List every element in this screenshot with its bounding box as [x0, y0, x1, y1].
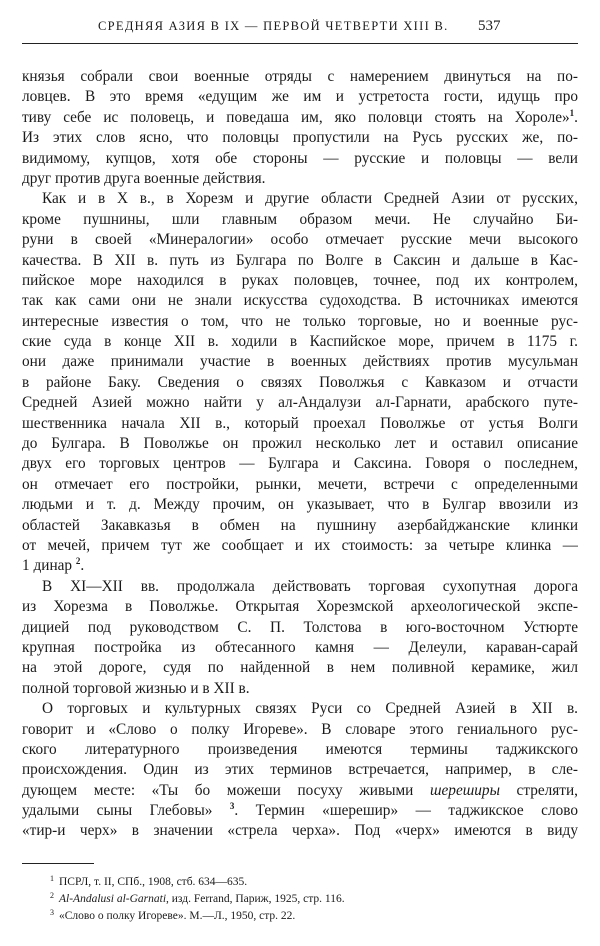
- text-run: руни в своей «Минералогии» особо отмечает русские мечи высокого: [22, 231, 578, 249]
- paragraph: [22, 189, 578, 576]
- text-run: князья собрали свои военные отряды с намерением двинуться на по-: [22, 68, 578, 85]
- text-line: [22, 597, 578, 617]
- text-run: от мечей, причем тут же сообщает и их стоимость: за четыре клинка —: [22, 536, 578, 554]
- footnote-reference: 2: [75, 556, 81, 567]
- text-line: [22, 720, 578, 740]
- text-line: [22, 658, 578, 678]
- text-run: до Булгара. В Поволжье он прожил несколько лет и оставил описание: [22, 435, 578, 453]
- text-run: полной торговой жизнью и в XII в.: [22, 679, 250, 697]
- text-line: [22, 556, 578, 576]
- text-line: [22, 740, 578, 760]
- text-run: областей Закавказья в обмен на пушнину азербайджанские клинки: [22, 516, 578, 534]
- text-line: [22, 271, 578, 291]
- running-header: [0, 19, 600, 39]
- text-run: , изд. Ferrand, Париж, 1925, стр. 116.: [166, 893, 345, 905]
- footnote-mark: 2: [50, 891, 54, 900]
- text-run: Средней Азией можно найти у ал-Андалузи ал-Гарнати, арабского путе-: [22, 394, 578, 412]
- text-run: .: [80, 557, 85, 575]
- text-line: [22, 495, 578, 515]
- text-line: [22, 699, 578, 719]
- text-line: [22, 67, 578, 87]
- text-line: [22, 679, 578, 699]
- text-line: [22, 475, 578, 495]
- text-run: крупная постройка из обтесанного камня — Делеули, караван-сарай: [22, 638, 578, 656]
- running-title: СРЕДНЯЯ АЗИЯ В IX — ПЕРВОЙ ЧЕТВЕРТИ XIII В.: [98, 19, 449, 33]
- text-run: Как и в X в., в Хорезм и другие области Средней Азии от русских,: [42, 190, 578, 208]
- text-run: качества. В XII в. путь из Булгара по Волге в Саксин и дальше в Кас-: [22, 251, 578, 269]
- text-run: О торговых и культурных связях Руси со Средней Азией в XII в.: [42, 700, 578, 718]
- text-run: «Слово о полку Игореве». М.—Л., 1950, стр. 22.: [59, 910, 296, 922]
- text-run: . Термин «шерешир» — таджикское слово: [234, 802, 578, 820]
- text-run: пийское море находился в руках половцев, точнее, под их контролем,: [22, 271, 578, 289]
- text-run: В XI—XII вв. продолжала действовать торговая сухопутная дорога: [42, 577, 578, 595]
- text-line: [22, 230, 578, 250]
- text-run: друг против друга военные действия.: [22, 169, 266, 187]
- text-line: [22, 169, 578, 189]
- text-line: [22, 352, 578, 372]
- text-run: дующем месте: «Ты бо можеши посуху живыми: [22, 781, 430, 799]
- text-line: [22, 128, 578, 148]
- text-line: [22, 760, 578, 780]
- text-line: [22, 618, 578, 638]
- text-run: дицией под руководством С. П. Толстова в юго-восточном Устюрте: [22, 618, 578, 636]
- paragraph: [22, 577, 578, 699]
- text-run: так как сами они не знали искусства судоходства. В источниках имеются: [22, 292, 578, 310]
- text-run: шественника начала XII в., который проехал Поволжье от устья Волги: [22, 414, 578, 432]
- text-run: в районе Баку. Сведения о связях Поволжья с Кавказом и отчасти: [22, 373, 578, 391]
- text-line: [22, 312, 578, 332]
- footnote-mark: 3: [50, 908, 54, 917]
- footnote-reference: 3: [229, 801, 235, 812]
- text-line: [22, 108, 578, 128]
- text-run: 1 динар: [22, 557, 76, 575]
- text-line: [22, 414, 578, 434]
- text-run: ловцев. В это время «едущим же им и устретоста гости, идущь про: [22, 88, 578, 106]
- text-line: [22, 210, 578, 230]
- text-line: [22, 781, 578, 801]
- footnote-rule: [22, 863, 94, 864]
- footnote: [50, 874, 570, 891]
- footnotes: [50, 874, 570, 925]
- text-line: [22, 638, 578, 658]
- text-line: [22, 149, 578, 169]
- footnote-reference: 1: [569, 107, 575, 118]
- text-run: .: [574, 108, 578, 126]
- footnote-mark: 1: [50, 874, 54, 883]
- text-run: Из этих слов ясно, что половцы пропустили на Русь русских же, по-: [22, 129, 578, 147]
- text-line: [22, 251, 578, 271]
- italic-text: Al-Andalusi al-Garnati: [59, 893, 167, 905]
- text-run: людьми и т. д. Между прочим, он указывает, что в Булгар ввозили из: [22, 496, 578, 514]
- text-run: они даже принимали участие в военных действиях против мусульман: [22, 353, 578, 371]
- text-run: говорит и «Слово о полку Игореве». В словаре этого гениального рус-: [22, 720, 578, 738]
- text-run: из Хорезма в Поволжье. Открытая Хорезмской археологической экспе-: [22, 598, 578, 616]
- text-line: [22, 536, 578, 556]
- text-line: [22, 454, 578, 474]
- header-rule: [22, 43, 578, 44]
- text-line: [22, 189, 578, 209]
- text-run: двух его торговых центров — Булгара и Саксина. Говоря о последнем,: [22, 455, 578, 473]
- text-run: стреляти,: [499, 781, 578, 799]
- body-text: [22, 67, 578, 842]
- text-line: [22, 821, 578, 841]
- italic-text: шереширы: [429, 781, 500, 799]
- text-run: ского литературного произведения имеются термины таджикского: [22, 740, 578, 758]
- text-line: [22, 434, 578, 454]
- paragraph: [22, 67, 578, 189]
- text-run: происхождения. Один из этих терминов встречается, например, в сле-: [22, 761, 578, 779]
- footnote: [50, 891, 570, 908]
- text-line: [22, 516, 578, 536]
- footnote: [50, 908, 570, 925]
- text-line: [22, 87, 578, 107]
- text-run: кроме пушнины, шли главным образом мечи. Не случайно Би-: [22, 210, 578, 228]
- text-line: [22, 577, 578, 597]
- text-line: [22, 801, 578, 821]
- text-line: [22, 291, 578, 311]
- text-line: [22, 332, 578, 352]
- text-run: на этой дороге, судя по найденной в нем поливной керамике, жил: [22, 659, 578, 677]
- text-run: ские суда в конце XII в. ходили в Каспийское море, причем в 1175 г.: [22, 333, 578, 351]
- text-run: видимому, купцов, хотя обе стороны — русские и половцы — вели: [22, 149, 578, 167]
- text-run: удалыми сыны Глебовы»: [22, 802, 230, 820]
- page-number: 537: [478, 18, 501, 34]
- text-line: [22, 373, 578, 393]
- text-line: [22, 393, 578, 413]
- text-run: интересные известия о том, что не только торговые, но и военные рус-: [22, 312, 578, 330]
- text-run: «тир-и черх» в значении «стрела черха». Под «черх» имеются в виду: [22, 822, 578, 840]
- text-run: тиву себе ис половець, и поведаша им, яко половци стоять на Хороле»: [22, 108, 570, 126]
- text-run: он отмечает его постройки, рынки, мечети, встречи с определенными: [22, 475, 578, 493]
- text-run: ПСРЛ, т. II, СПб., 1908, стб. 634—635.: [59, 876, 248, 888]
- paragraph: [22, 699, 578, 842]
